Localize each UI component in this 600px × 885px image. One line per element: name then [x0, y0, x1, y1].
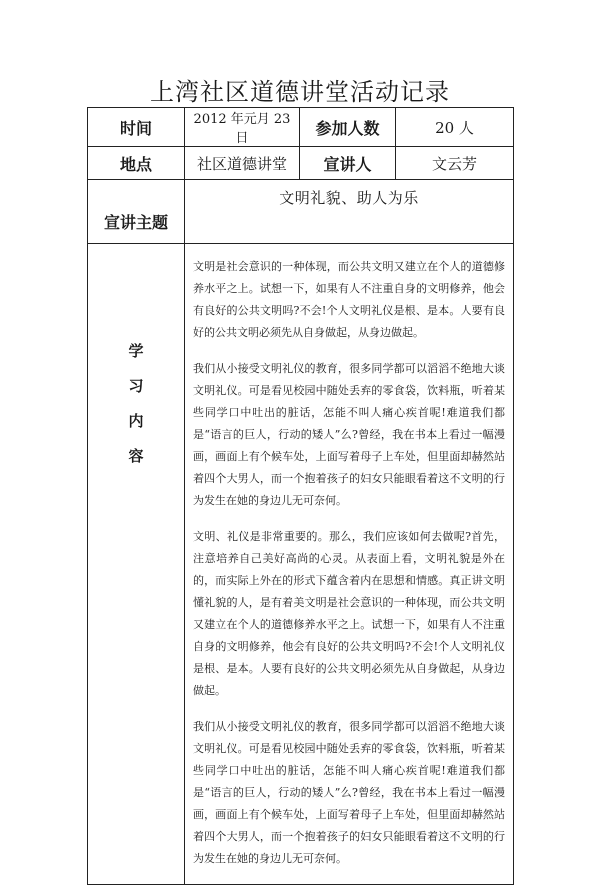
theme-label: 宣讲主题	[88, 180, 185, 244]
theme-row	[88, 180, 514, 244]
speaker-value: 文云芳	[396, 147, 514, 180]
content-paragraph: 文明、礼仪是非常重要的。那么，我们应该如何去做呢?首先，注意培养自己美好高尚的心灵。从表面上看，文明礼貌是外在的，而实际上外在的形式下蕴含着内在思想和情感。真正讲文明懂礼貌的人，是有着美文明是社会意识的一种体现，而公共文明又建立在个人的道德修养水平之上。试想一下，如果有人不注重自身的文明修养，他会有良好的公共文明吗?不会!个人文明礼仪是根、是本。人要有良好的公共文明必须先从自身做起，从身边做起。	[193, 530, 505, 697]
time-value: 2012 年元月 23 日	[185, 108, 300, 147]
content-label-char: 容	[128, 447, 144, 465]
attendees-value: 20 人	[396, 108, 514, 147]
content-row	[88, 244, 514, 885]
content-label-char: 学	[128, 342, 144, 360]
record-table	[87, 107, 514, 885]
time-row	[88, 108, 514, 147]
content-body	[185, 244, 514, 885]
place-value: 社区道德讲堂	[185, 147, 300, 180]
content-paragraph: 文明是社会意识的一种体现，而公共文明又建立在个人的道德修养水平之上。试想一下，如果有人不注重自身的文明修养，他会有良好的公共文明吗?不会!个人文明礼仪是根、是本。人要有良好的公共文明必须先从自身做起，从身边做起。	[193, 260, 505, 339]
speaker-label: 宣讲人	[300, 147, 396, 180]
content-paragraph: 我们从小接受文明礼仪的教育，很多同学都可以滔滔不绝地大谈文明礼仪。可是看见校园中随处丢弃的零食袋，饮料瓶，听着某些同学口中吐出的脏话，怎能不叫人痛心疾首呢!难道我们都是“语言的巨人，行动的矮人”么?曾经，我在书本上看过一幅漫画，画面上有个候车处，上面写着母子上车处，但里面却赫然站着四个大男人，而一个抱着孩子的妇女只能眼看着这不文明的行为发生在她的身边儿无可奈何。	[193, 720, 505, 865]
place-label: 地点	[88, 147, 185, 180]
theme-cell	[185, 180, 514, 244]
theme-value: 文明礼貌、助人为乐	[279, 189, 419, 207]
place-row	[88, 147, 514, 180]
content-paragraph: 我们从小接受文明礼仪的教育，很多同学都可以滔滔不绝地大谈文明礼仪。可是看见校园中随处丢弃的零食袋，饮料瓶，听着某些同学口中吐出的脏话，怎能不叫人痛心疾首呢!难道我们都是“语言的巨人，行动的矮人”么?曾经，我在书本上看过一幅漫画，画面上有个候车处，上面写着母子上车处，但里面却赫然站着四个大男人，而一个抱着孩子的妇女只能眼看着这不文明的行为发生在她的身边儿无可奈何。	[193, 362, 505, 507]
page-title: 上湾社区道德讲堂活动记录	[150, 78, 450, 106]
content-label-char: 习	[128, 377, 144, 395]
content-label	[88, 244, 185, 885]
attendees-label: 参加人数	[300, 108, 396, 147]
content-label-char: 内	[128, 412, 144, 430]
time-label: 时间	[88, 108, 185, 147]
